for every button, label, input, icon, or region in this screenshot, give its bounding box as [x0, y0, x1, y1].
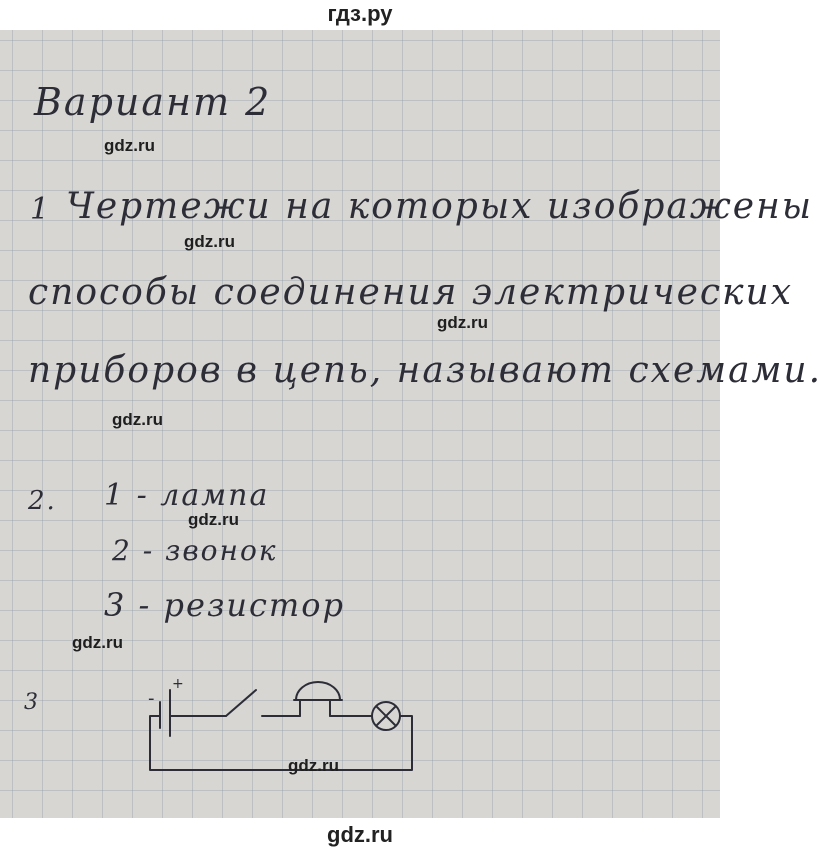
watermark: gdz.ru — [184, 232, 235, 251]
variant-title: Вариант 2 — [34, 80, 272, 124]
task2-item3: 3 - резистор — [104, 586, 346, 624]
task1-number: 1 — [30, 192, 52, 227]
switch-blade — [226, 690, 256, 716]
task1-line2: способы соединения электрических — [28, 272, 794, 313]
task2-item1: 1 - лампа — [104, 478, 270, 513]
watermark: gdz.ru — [104, 136, 155, 155]
wire-left-bottom — [150, 716, 412, 770]
task3-number: 3 — [24, 690, 40, 715]
watermark: gdz.ru — [288, 756, 339, 775]
watermark: gdz.ru — [188, 510, 239, 529]
watermark: gdz.ru — [112, 410, 163, 429]
task2-item2: 2 - звонок — [112, 534, 278, 567]
site-header: гдз.ру — [327, 1, 393, 26]
watermark: gdz.ru — [72, 633, 123, 652]
watermark: gdz.ru — [437, 313, 488, 332]
task1-line3: приборов в цепь, называют схемами. — [28, 350, 822, 391]
task1-line1: Чертежи на которых изображены — [66, 186, 814, 227]
task2-number: 2. — [28, 486, 57, 516]
plus-label: + — [172, 676, 184, 692]
site-footer: gdz.ru — [327, 822, 393, 847]
bell-dome — [296, 682, 340, 700]
minus-label: - — [148, 688, 155, 709]
